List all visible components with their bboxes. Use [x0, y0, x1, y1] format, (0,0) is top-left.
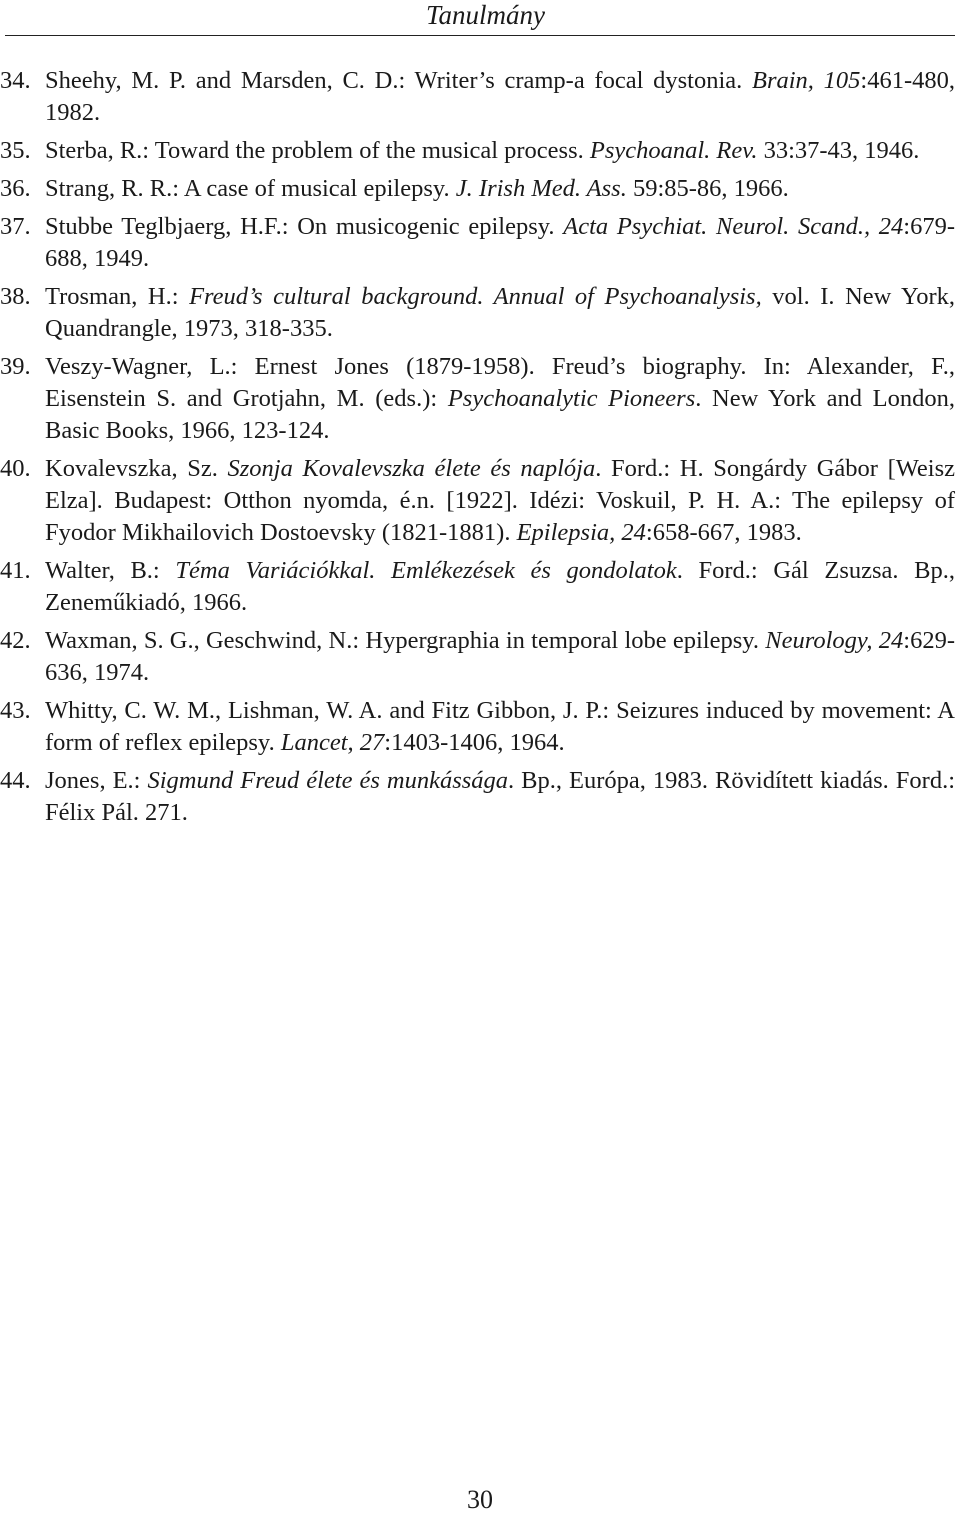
reference-item [0, 625, 956, 689]
reference-number: 38. [0, 283, 31, 310]
reference-text: Stubbe Teglbjaerg, H.F.: On musicogenic epilepsy. [45, 213, 564, 240]
reference-italic-text: Psychoanal. Rev. [589, 137, 758, 164]
reference-text: :629-636, 1974. [45, 627, 956, 686]
header-rule [5, 35, 955, 36]
reference-item [0, 695, 955, 759]
reference-number: 37. [0, 213, 31, 240]
reference-text: Kovalevszka, Sz. [45, 455, 228, 482]
reference-item [0, 211, 956, 275]
reference-italic-text: Téma Variációkkal. Emlékezések és gondolatok [175, 557, 677, 584]
reference-text: . Ford.: H. Songárdy Gábor [Weisz Elza]. Budapest: Otthon nyomda, é.n. [1922]. Idézi: Voskuil, P. H. A.: The epilepsy of Fyodor Mikhailovich Dostoevsky (1821-1881). [45, 455, 955, 546]
reference-number: 42. [0, 627, 31, 654]
reference-item [0, 135, 955, 167]
reference-item [0, 765, 956, 829]
reference-text: Veszy-Wagner, L.: Ernest Jones (1879-1958). Freud’s biography. In: Alexander, F., Eisenstein S. and Grotjahn, M. (eds.): [45, 353, 955, 412]
reference-text: . Bp., Európa, 1983. Rövidített kiadás. Ford.: Félix Pál. 271. [45, 767, 956, 826]
reference-text: :679-688, 1949. [45, 213, 956, 272]
reference-text: Waxman, S. G., Geschwind, N.: Hypergraphia in temporal lobe epilepsy. [45, 627, 766, 654]
reference-number: 35. [0, 137, 31, 164]
reference-italic-text: Psychoanalytic Pioneers [447, 385, 696, 412]
reference-italic-text: J. Irish Med. Ass. [455, 175, 627, 202]
reference-italic-text: Neurology, 24 [765, 627, 904, 654]
page-number: 30 [467, 1485, 493, 1514]
reference-text: Trosman, H.: [45, 283, 190, 310]
reference-number: 43. [0, 697, 31, 724]
reference-text: . Ford.: Gál Zsuzsa. Bp., Zeneműkiadó, 1966. [45, 557, 956, 616]
reference-text: Sheehy, M. P. and Marsden, C. D.: Writer’s cramp-a focal dystonia. [45, 67, 752, 94]
reference-text: 33:37-43, 1946. [757, 137, 920, 164]
reference-text: Sterba, R.: Toward the problem of the musical process. [45, 137, 590, 164]
section-title: Tanulmány [425, 0, 545, 30]
reference-italic-text: Szonja Kovalevszka élete és naplója [227, 455, 596, 482]
reference-number: 39. [0, 353, 31, 380]
reference-item [0, 281, 955, 345]
reference-text: Strang, R. R.: A case of musical epilepsy. [45, 175, 456, 202]
reference-italic-text: Brain, 105 [751, 67, 861, 94]
reference-text: Walter, B.: [45, 557, 176, 584]
reference-list [0, 65, 956, 829]
reference-text: Whitty, C. W. M., Lishman, W. A. and Fitz Gibbon, J. P.: Seizures induced by movement: A form of reflex epilepsy. [45, 697, 955, 756]
reference-number: 34. [0, 67, 31, 94]
reference-italic-text: Lancet, 27 [280, 729, 385, 756]
reference-text: :658-667, 1983. [645, 519, 802, 546]
reference-number: 44. [0, 767, 31, 794]
reference-number: 40. [0, 455, 31, 482]
running-header [0, 0, 960, 42]
reference-text: :461-480, 1982. [45, 67, 955, 126]
reference-italic-text: Acta Psychiat. Neurol. Scand., 24 [563, 213, 904, 240]
reference-item [0, 453, 955, 549]
reference-item [0, 351, 955, 447]
reference-number: 36. [0, 175, 31, 202]
reference-item [0, 173, 955, 205]
reference-italic-text: Freud’s cultural background. Annual of Psychoanalysis, [189, 283, 762, 310]
reference-text: Jones, E.: [45, 767, 148, 794]
reference-item [0, 555, 956, 619]
reference-text: vol. I. New York, Quandrangle, 1973, 318-335. [45, 283, 955, 342]
reference-text: 59:85-86, 1966. [626, 175, 789, 202]
reference-number: 41. [0, 557, 31, 584]
reference-item [0, 65, 955, 129]
reference-italic-text: Epilepsia, 24 [516, 519, 646, 546]
reference-text: :1403-1406, 1964. [384, 729, 565, 756]
reference-italic-text: Sigmund Freud élete és munkássága [147, 767, 509, 794]
reference-text: . New York and London, Basic Books, 1966, 123-124. [45, 385, 955, 444]
